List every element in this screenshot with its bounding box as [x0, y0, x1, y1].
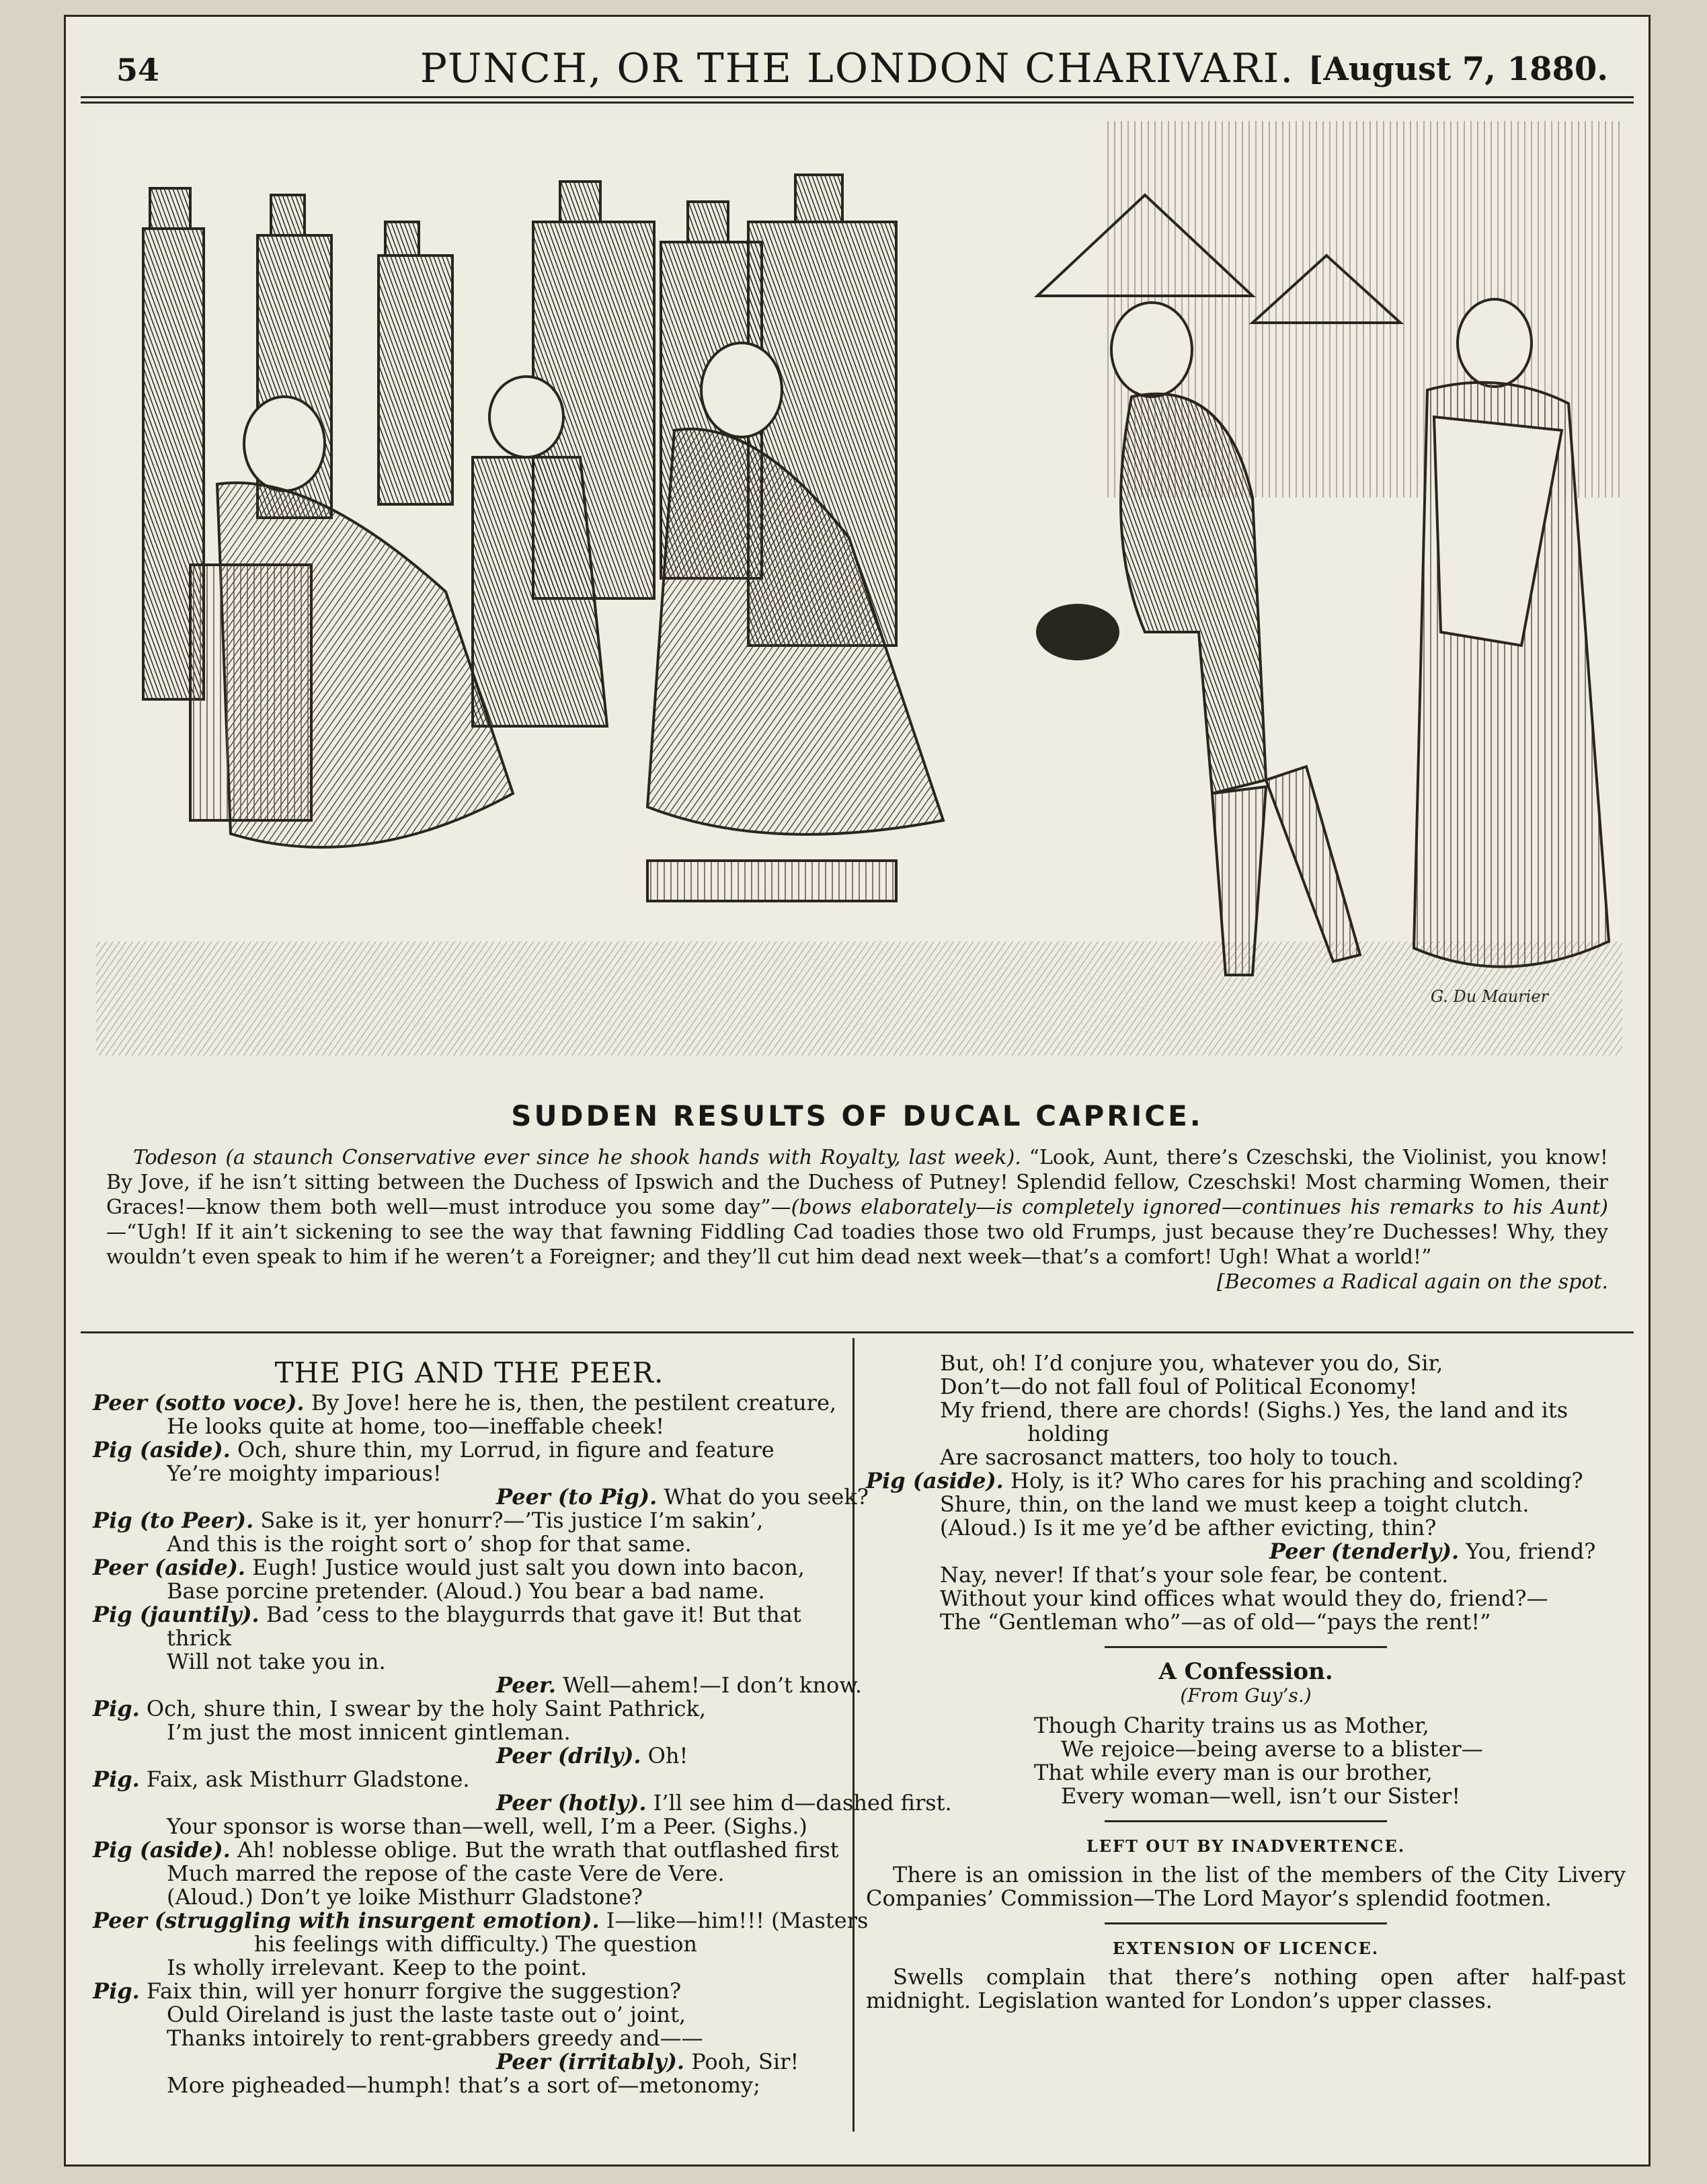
- poem-line: [93, 1462, 846, 1485]
- poem-line: [93, 1933, 846, 1956]
- artist-signature: G. Du Maurier: [1430, 987, 1548, 1006]
- poem-line: [866, 1540, 1626, 1563]
- poem-line-text: Don’t—do not fall foul of Political Economy!: [940, 1374, 1418, 1399]
- poem-line: [866, 1422, 1626, 1446]
- poem-line: [866, 1469, 1626, 1493]
- poem-line-text: Pooh, Sir!: [691, 2049, 799, 2074]
- poem-line: [93, 2074, 846, 2097]
- poem-speaker: Peer (sotto voce).: [93, 1390, 305, 1415]
- poem-line-text: And this is the roight sort o’ shop for that same.: [167, 1531, 692, 1557]
- cartoon-illustration: [96, 121, 1622, 1056]
- page: [64, 15, 1651, 2167]
- poem-line-text: But, oh! I’d conjure you, whatever you do, Sir,: [940, 1350, 1443, 1376]
- poem-line-text: Bad ’cess to the blaygurrds that gave it! But that: [266, 1602, 801, 1627]
- poem-speaker: Pig.: [93, 1978, 140, 2004]
- poem-speaker: Peer (irritably).: [496, 2049, 685, 2074]
- poem-line-text: The “Gentleman who”—as of old—“pays the rent!”: [940, 1609, 1491, 1635]
- verse-line: Every woman—well, isn’t our Sister!: [1061, 1783, 1461, 1809]
- poem-line: [93, 1980, 846, 2003]
- poem-title: THE PIG AND THE PEER.: [274, 1356, 664, 1389]
- poem-line: [93, 2027, 846, 2050]
- poem-line-text: Your sponsor is worse than—well, well, I’m a Peer. (Sighs.): [167, 1814, 807, 1839]
- poem-line: [93, 1815, 846, 1838]
- poem-speaker: Peer (hotly).: [496, 1790, 647, 1816]
- poem-line: [866, 1563, 1626, 1587]
- poem-line-text: What do you seek?: [664, 1484, 869, 1510]
- poem-line: [93, 1415, 846, 1438]
- poem-line-text: I’m just the most innicent gintleman.: [167, 1719, 571, 1745]
- poem-line-text: (Aloud.) Is it me ye’d be afther evicting, thin?: [940, 1515, 1437, 1540]
- poem-line-text: Ye’re moighty imparious!: [167, 1460, 442, 1486]
- poem-line: [866, 1352, 1626, 1375]
- poem-line: [93, 1697, 846, 1721]
- poem-line: [93, 1603, 846, 1627]
- poem-line-text: He looks quite at home, too—ineffable cheek!: [167, 1413, 665, 1439]
- verse-line: Though Charity trains us as Mother,: [1034, 1713, 1429, 1738]
- lawn: [96, 941, 1622, 1056]
- poem-line: [93, 1532, 846, 1556]
- short-rule: [1105, 1820, 1387, 1822]
- poem-line-text: Nay, never! If that’s your sole fear, be content.: [940, 1562, 1449, 1588]
- poem-line: [93, 1885, 846, 1909]
- poem-speaker: Pig.: [93, 1696, 140, 1721]
- poem-line-text: Eugh! Justice would just salt you down into bacon,: [252, 1555, 805, 1580]
- cartoon-title: SUDDEN RESULTS OF DUCAL CAPRICE.: [511, 1099, 1203, 1132]
- short-rule: [1105, 1922, 1387, 1924]
- poem-speaker: Peer (drily).: [496, 1743, 641, 1768]
- caption-speaker-note: (a staunch Conservative ever since he shook hands with Royalty, last week).: [225, 1146, 1021, 1169]
- poem-line-text: Are sacrosanct matters, too holy to touch.: [940, 1444, 1399, 1470]
- poem-line-text: I—like—him!!! (Masters: [606, 1908, 869, 1933]
- confession-title: A Confession.: [1158, 1658, 1333, 1685]
- poem-line-text: Will not take you in.: [167, 1649, 386, 1674]
- page-header: [79, 37, 1635, 91]
- caption-text-1: “Look, Aunt, there’s Czeschski, the Violinist, you know! By Jove, if he isn’t sitting between the Duchess of Ipswich and the Duchess of Putney! Splendid fellow, Czeschski! Most charming Women, their Graces!—know them both well—must introduce you some day”—: [106, 1146, 1608, 1219]
- poem-line: [93, 1956, 846, 1980]
- poem-speaker: Pig (aside).: [866, 1468, 1004, 1493]
- note-heading: LEFT OUT BY INADVERTENCE.: [1086, 1836, 1406, 1856]
- poem-speaker: Peer.: [496, 1672, 556, 1698]
- poem-speaker: Pig (aside).: [93, 1437, 231, 1462]
- poem-lines-left: [93, 1390, 952, 2098]
- note-text: Swells complain that there’s nothing open after half-past midnight. Legislation wanted for London’s upper classes.: [866, 1964, 1626, 2013]
- column-rule: [852, 1338, 855, 2132]
- poem-line: [93, 2003, 846, 2027]
- cartoon-caption: [106, 1145, 1608, 1294]
- poem-speaker: Peer (to Pig).: [496, 1484, 658, 1510]
- poem-line-text: Thanks intoirely to rent-grabbers greedy and——: [167, 2025, 703, 2051]
- poem-speaker: Pig (jauntily).: [93, 1602, 260, 1627]
- poem-line-text: Oh!: [647, 1743, 688, 1768]
- poem-line: [93, 1862, 846, 1885]
- caption-ending: [Becomes a Radical again on the spot.: [1217, 1270, 1608, 1294]
- poem-line-text: Well—ahem!—I don’t know.: [563, 1672, 863, 1698]
- poem-line-text: Without your kind offices what would they do, friend?—: [940, 1586, 1548, 1611]
- poem-line-text: Faix thin, will yer honurr forgive the suggestion?: [146, 1978, 682, 2004]
- poem-line-text: holding: [1027, 1421, 1109, 1446]
- poem-line-text: his feelings with difficulty.) The question: [254, 1931, 698, 1957]
- poem-line: [866, 1587, 1626, 1610]
- short-rule: [1105, 1646, 1387, 1648]
- poem-line: [866, 1375, 1626, 1399]
- poem-line-text: Faix, ask Misthurr Gladstone.: [146, 1766, 470, 1792]
- poem-line: [866, 1446, 1626, 1469]
- poem-line: [93, 1556, 846, 1580]
- poem-line: [93, 1768, 846, 1791]
- poem-line: [93, 1438, 846, 1462]
- poem-line-text: You, friend?: [1466, 1538, 1596, 1564]
- poem-line: [93, 1650, 846, 1674]
- poem-speaker: Peer (struggling with insurgent emotion).: [93, 1908, 600, 1933]
- poem-line-text: Much marred the repose of the caste Vere de Vere.: [167, 1861, 725, 1886]
- poem-speaker: Peer (tenderly).: [1269, 1538, 1460, 1564]
- poem-line: [93, 1580, 846, 1603]
- poem-line-text: My friend, there are chords! (Sighs.) Yes, the land and its: [940, 1397, 1569, 1423]
- poem-line-text: thrick: [167, 1625, 232, 1651]
- poem-line: [866, 1399, 1626, 1422]
- poem-line: [93, 1790, 952, 1816]
- poem-line-text: Shure, thin, on the land we must keep a toight clutch.: [940, 1491, 1530, 1517]
- poem-line-text: Ould Oireland is just the laste taste out o’ joint,: [167, 2002, 686, 2027]
- header-rule-top: [81, 96, 1634, 98]
- header-rule-bottom: [81, 102, 1634, 104]
- poem-line: [93, 1838, 846, 1862]
- verse-line: We rejoice—being averse to a blister—: [1061, 1736, 1483, 1762]
- masthead-title: PUNCH, OR THE LONDON CHARIVARI.: [420, 45, 1295, 92]
- poem-line-text: Och, shure thin, I swear by the holy Saint Pathrick,: [146, 1696, 707, 1721]
- poem-line: [866, 1493, 1626, 1516]
- poem-line-text: More pigheaded—humph! that’s a sort of—metonomy;: [167, 2072, 760, 2098]
- note-heading: EXTENSION OF LICENCE.: [1112, 1939, 1380, 1958]
- poem-line-text: Is wholly irrelevant. Keep to the point.: [167, 1955, 588, 1980]
- confession-subtitle: (From Guy’s.): [1180, 1684, 1312, 1707]
- poem-line: [93, 1908, 869, 1933]
- page-number: 54: [116, 52, 160, 88]
- verse-line: That while every man is our brother,: [1034, 1760, 1433, 1785]
- poem-line: [866, 1516, 1626, 1540]
- poem-line-text: Ah! noblesse oblige. But the wrath that outflashed first: [237, 1837, 839, 1863]
- poem-line: [93, 1672, 863, 1698]
- poem-left-column: [93, 1352, 952, 2098]
- poem-line-text: Base porcine pretender. (Aloud.) You bear a bad name.: [167, 1578, 765, 1604]
- poem-speaker: Pig (to Peer).: [93, 1508, 254, 1533]
- poem-speaker: Pig.: [93, 1766, 140, 1792]
- caption-text-2: —“Ugh! If it ain’t sickening to see the way that fawning Fiddling Cad toadies those two old Frumps, just because they’re Duchesses! Why, they wouldn’t even speak to him if he weren’t a Foreigner; and they’ll cut him dead next week—that’s a comfort! Ugh! What a world!”: [106, 1220, 1608, 1269]
- poem-line: [93, 1484, 869, 1510]
- poem-line-text: I’ll see him d—dashed first.: [653, 1790, 952, 1816]
- poem-line-text: (Aloud.) Don’t ye loike Misthurr Gladstone?: [167, 1884, 643, 1910]
- section-rule: [81, 1331, 1634, 1333]
- note-text: There is an omission in the list of the members of the City Livery Companies’ Commission—The Lord Mayor’s splendid footmen.: [866, 1862, 1626, 1911]
- poem-line: [93, 2050, 846, 2074]
- poem-speaker: Peer (aside).: [93, 1555, 245, 1580]
- poem-line: [866, 1610, 1626, 1634]
- caption-speaker: Todeson: [133, 1146, 218, 1169]
- poem-line: [93, 1744, 846, 1768]
- right-column: [866, 1352, 1626, 2013]
- poem-lines-right: [866, 1352, 1626, 1634]
- confession-verse: [866, 1714, 1626, 1808]
- poem-line-text: Holy, is it? Who cares for his praching and scolding?: [1010, 1468, 1583, 1493]
- poem-line-text: By Jove! here he is, then, the pestilent creature,: [311, 1390, 837, 1415]
- poem-line-text: Och, shure thin, my Lorrud, in figure and feature: [237, 1437, 775, 1462]
- poem-line: [93, 1391, 846, 1415]
- issue-date: [August 7, 1880.: [1308, 50, 1608, 88]
- poem-line: [93, 1509, 846, 1532]
- poem-speaker: Pig (aside).: [93, 1837, 231, 1863]
- poem-line: [93, 1721, 846, 1744]
- poem-line: [93, 1627, 846, 1650]
- caption-stage-direction: (bows elaborately—is completely ignored—continues his remarks to his Aunt): [791, 1196, 1608, 1219]
- poem-line-text: Sake is it, yer honurr?—’Tis justice I’m sakin’,: [260, 1508, 764, 1533]
